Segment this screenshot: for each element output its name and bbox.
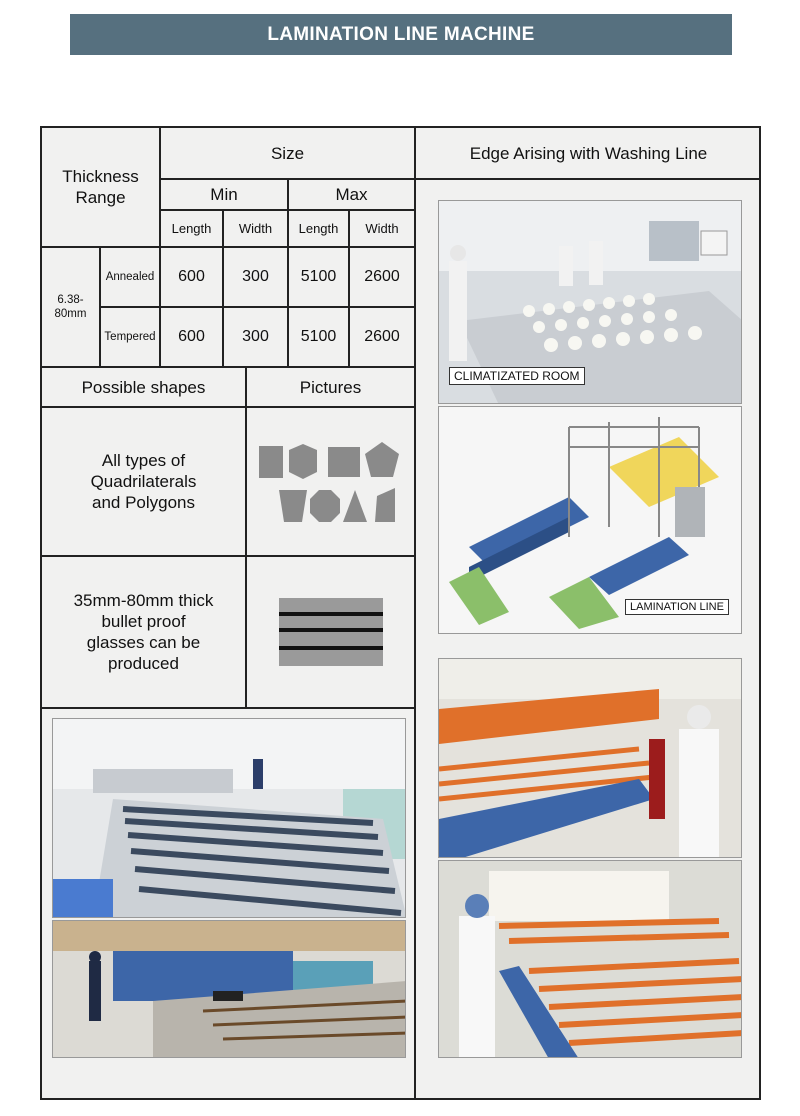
- hexagon-shape: [289, 444, 317, 479]
- octagon-shape: [310, 490, 340, 522]
- lamination-line-diagram: [438, 406, 742, 634]
- lamination-line-caption: LAMINATION LINE: [625, 599, 729, 615]
- annealed-max-width: 2600: [364, 268, 400, 285]
- square-shape: [259, 446, 283, 478]
- possible-shapes-header: Possible shapes: [81, 377, 206, 397]
- rectangle-shape: [328, 447, 360, 477]
- page-title-banner: [70, 14, 732, 55]
- size-header: Size: [270, 143, 305, 163]
- tempered-max-width: 2600: [364, 328, 400, 345]
- laminated-glass-icon: [247, 557, 414, 707]
- roller-conveyor-photo: [52, 718, 406, 918]
- pictures-header: Pictures: [299, 377, 362, 397]
- pentagon-shape: [365, 442, 399, 477]
- thickness-value: 6.38-80mm: [54, 294, 87, 320]
- quadrilateral-shape: [375, 488, 395, 522]
- min-header: Min: [210, 185, 238, 204]
- thickness-range-header: Thickness Range: [62, 167, 139, 207]
- tempered-min-length: 600: [178, 328, 205, 345]
- lamination-oven-photo: [52, 920, 406, 1058]
- shapes-description: All types of Quadrilaterals and Polygons: [90, 451, 197, 512]
- spec-frame: [40, 126, 761, 1100]
- min-width-header: Width: [238, 221, 273, 236]
- annealed-min-width: 300: [242, 268, 269, 285]
- orange-rollers-photo: [438, 860, 742, 1058]
- orange-line-photo: [438, 658, 742, 858]
- shape-pictures: [247, 408, 414, 555]
- annealed-min-length: 600: [178, 268, 205, 285]
- climatized-room-caption: CLIMATIZATED ROOM: [449, 367, 585, 385]
- row-type-annealed: Annealed: [105, 271, 155, 283]
- annealed-max-length: 5100: [300, 268, 337, 285]
- tempered-max-length: 5100: [300, 328, 337, 345]
- page-title: LAMINATION LINE MACHINE: [267, 23, 535, 45]
- trapezoid-shape: [279, 490, 307, 522]
- max-length-header: Length: [298, 221, 339, 236]
- bulletproof-description: 35mm-80mm thick bullet proof glasses can be produced: [73, 591, 214, 673]
- max-width-header: Width: [365, 221, 399, 236]
- row-type-tempered: Tempered: [104, 331, 156, 343]
- right-panel-heading: Edge Arising with Washing Line: [469, 143, 708, 163]
- triangle-shape: [343, 490, 367, 522]
- min-length-header: Length: [171, 221, 212, 236]
- climatized-room-photo: [438, 200, 742, 404]
- tempered-min-width: 300: [242, 328, 269, 345]
- max-header: Max: [335, 185, 368, 204]
